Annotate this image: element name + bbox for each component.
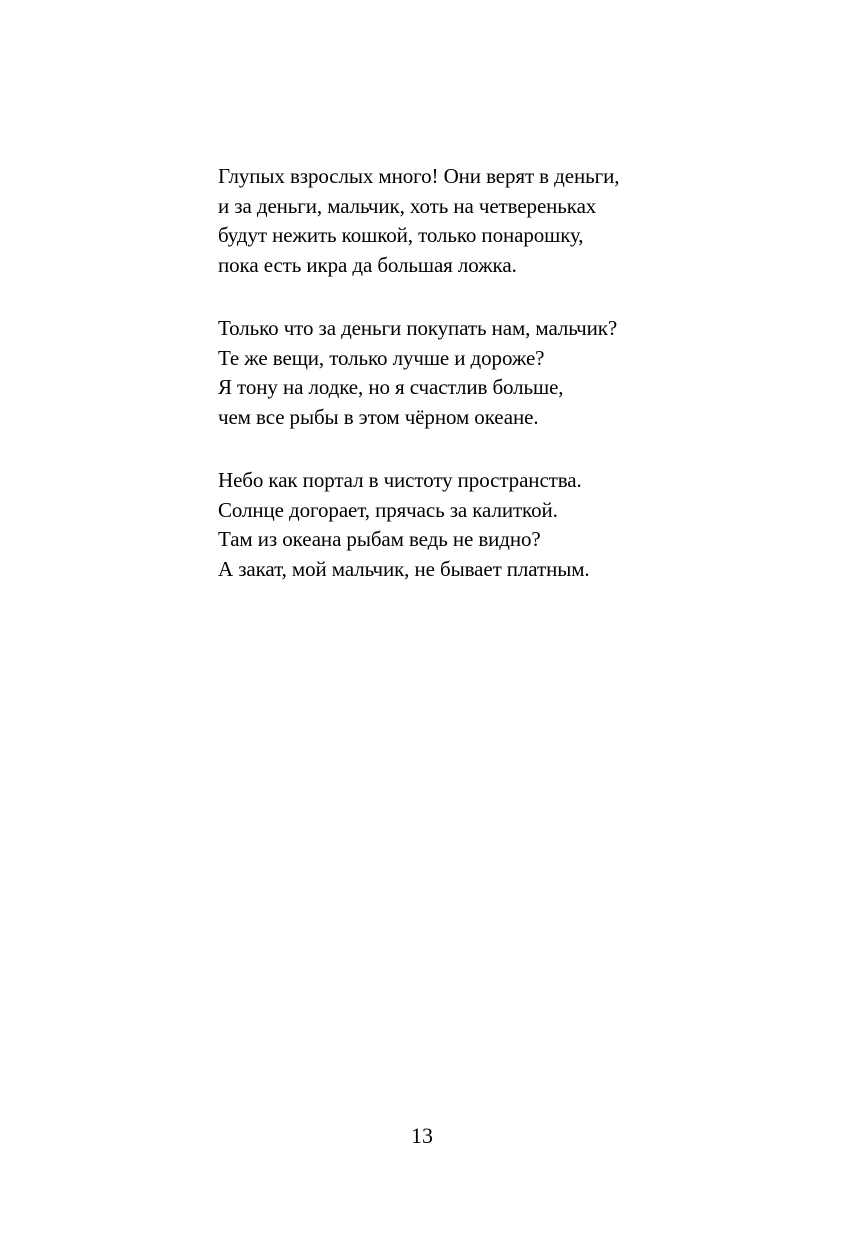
poem-line: Солнце догорает, прячась за калиткой.	[218, 497, 558, 522]
poem-line: и за деньги, мальчик, хоть на четвереньках	[218, 193, 597, 218]
poem-line: чем все рыбы в этом чёрном океане.	[218, 404, 539, 429]
poem-line: будут нежить кошкой, только понарошку,	[218, 223, 584, 247]
poem-line: Там из океана рыбам ведь не видно?	[218, 527, 541, 551]
poem-line: Те же вещи, только лучше и дороже?	[218, 345, 545, 370]
poem	[218, 162, 818, 618]
poem-line: А закат, мой мальчик, не бывает платным.	[218, 556, 590, 581]
stanza-2	[218, 314, 818, 432]
poem-line: Глупых взрослых много! Они верят в деньги,	[218, 164, 620, 188]
stanza-3	[218, 466, 818, 584]
poem-line: пока есть икра да большая ложка.	[218, 252, 517, 277]
page-number: 13	[411, 1123, 433, 1148]
poem-line: Небо как портал в чистоту пространства.	[218, 468, 582, 492]
poem-line: Только что за деньги покупать нам, мальчик?	[218, 316, 618, 340]
stanza-1	[218, 162, 818, 280]
poem-line: Я тону на лодке, но я счастлив больше,	[218, 375, 564, 399]
